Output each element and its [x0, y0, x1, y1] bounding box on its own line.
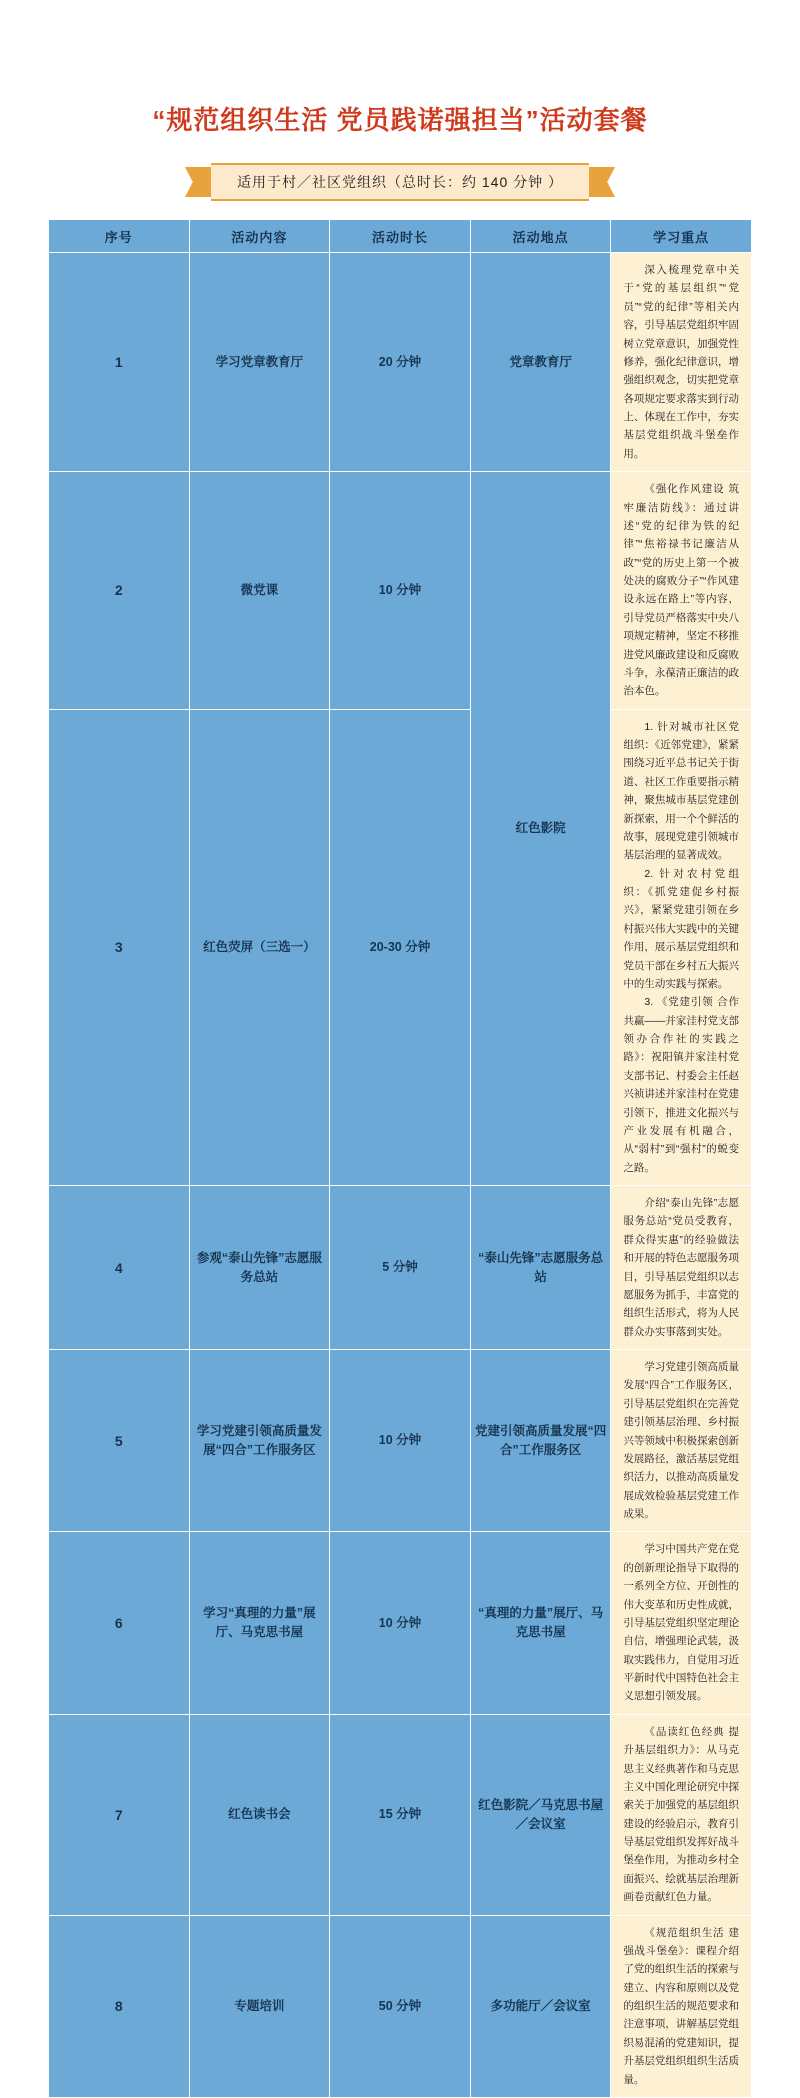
cell-activity: 微党课 [189, 472, 330, 710]
table-row [49, 472, 752, 710]
ribbon-tail-right-icon [589, 167, 615, 197]
header-activity: 活动内容 [189, 220, 330, 253]
cell-seq: 5 [49, 1350, 190, 1532]
header-location: 活动地点 [470, 220, 611, 253]
cell-duration: 50 分钟 [330, 1915, 471, 2097]
cell-duration: 20-30 分钟 [330, 709, 471, 1185]
cell-activity: 红色读书会 [189, 1714, 330, 1915]
document-page [0, 100, 800, 2086]
cell-duration: 10 分钟 [330, 472, 471, 710]
focus-paragraph: 《规范组织生活 建强战斗堡垒》：课程介绍了党的组织生活的探索与建立、内容和原则以及党的组织生活的规范要求和注意事项，讲解基层党组织易混淆的党建知识，提升基层党组织组织生活质量。 [623, 1926, 739, 2086]
cell-focus [611, 1186, 752, 1350]
cell-seq: 3 [49, 709, 190, 1185]
cell-activity: 红色荧屏（三选一） [189, 709, 330, 1185]
table-body [49, 253, 752, 2098]
cell-focus [611, 1915, 752, 2097]
cell-seq: 6 [49, 1532, 190, 1714]
focus-paragraph: 《品读红色经典 提升基层组织力》：从马克思主义经典著作和马克思主义中国化理论研究中探索关于加强党的基层组织建设的经验启示，教育引导基层党组织发挥好战斗堡垒作用，为推动乡村全面振兴、绘就基层治理新画卷贡献红色力量。 [623, 1725, 739, 1904]
cell-activity: 学习党章教育厅 [189, 253, 330, 472]
cell-activity: 学习党建引领高质量发展“四合”工作服务区 [189, 1350, 330, 1532]
cell-location: 红色影院／马克思书屋／会议室 [470, 1714, 611, 1915]
cell-seq: 1 [49, 253, 190, 472]
focus-paragraph: 学习党建引领高质量发展“四合”工作服务区，引导基层党组织在完善党建引领基层治理、乡村振兴等领域中积极探索创新发展路径，激活基层党组织活力，以推动高质量发展成效检验基层党建工作成果。 [623, 1361, 739, 1520]
cell-activity: 参观“泰山先锋”志愿服务总站 [189, 1186, 330, 1350]
cell-duration: 5 分钟 [330, 1186, 471, 1350]
cell-location: “泰山先锋”志愿服务总站 [470, 1186, 611, 1350]
cell-seq: 4 [49, 1186, 190, 1350]
header-focus: 学习重点 [611, 220, 752, 253]
cell-duration: 15 分钟 [330, 1714, 471, 1915]
table-header-row [49, 220, 752, 253]
focus-paragraph: 3. 《党建引领 合作共赢——并家洼村党支部领办合作社的实践之路》：祝阳镇并家洼村党支部书记、村委会主任赵兴祯讲述并家洼村在党建引领下，推进文化振兴与产业发展有机融合，从“弱村”到“强村”的蜕变之路。 [623, 996, 739, 1174]
page-title: “规范组织生活 党员践诺强担当”活动套餐 [152, 105, 648, 135]
ribbon-tail-left-icon [185, 167, 211, 197]
table-row [49, 1186, 752, 1350]
header-seq: 序号 [49, 220, 190, 253]
subtitle-text: 适用于村／社区党组织（总时长：约 140 分钟 ） [211, 163, 589, 201]
cell-duration: 10 分钟 [330, 1350, 471, 1532]
cell-location: 党建引领高质量发展“四合”工作服务区 [470, 1350, 611, 1532]
subtitle-ribbon [48, 163, 752, 201]
cell-focus [611, 472, 752, 710]
cell-activity: 专题培训 [189, 1915, 330, 2097]
cell-focus [611, 1350, 752, 1532]
cell-focus [611, 1714, 752, 1915]
cell-location: 多功能厅／会议室 [470, 1915, 611, 2097]
table-row [49, 1915, 752, 2097]
focus-paragraph: 深入梳理党章中关于“党的基层组织”“党员”“党的纪律”等相关内容，引导基层党组织牢固树立党章意识，加强党性修养，强化纪律意识，增强组织观念，切实把党章各项规定要求落实到行动上、体现在工作中，夯实基层党组织战斗堡垒作用。 [623, 264, 739, 460]
focus-paragraph: 1. 针对城市社区党组织：《近邻党建》，紧紧围绕习近平总书记关于街道、社区工作重要指示精神，聚焦城市基层党建创新探索，用一个个鲜活的故事，展现党建引领城市基层治理的显著成效。 [623, 720, 739, 862]
cell-location: 党章教育厅 [470, 253, 611, 472]
table-row [49, 253, 752, 472]
table-header [49, 220, 752, 253]
cell-location-merged: 红色影院 [470, 472, 611, 1186]
cell-duration: 20 分钟 [330, 253, 471, 472]
cell-duration: 10 分钟 [330, 1532, 471, 1714]
header-duration: 活动时长 [330, 220, 471, 253]
table-row [49, 1714, 752, 1915]
cell-location: “真理的力量”展厅、马克思书屋 [470, 1532, 611, 1714]
cell-seq: 8 [49, 1915, 190, 2097]
table-row [49, 709, 752, 1185]
activity-plan-table [48, 219, 752, 2098]
cell-focus [611, 253, 752, 472]
cell-activity: 学习“真理的力量”展厅、马克思书屋 [189, 1532, 330, 1714]
focus-paragraph: 学习中国共产党在党的创新理论指导下取得的一系列全方位、开创性的伟大变革和历史性成就，引导基层党组织坚定理论自信，增强理论武装，汲取实践伟力，自觉用习近平新时代中国特色社会主义思想引领发展。 [623, 1543, 739, 1703]
focus-paragraph: 介绍“泰山先锋”志愿服务总站“党员受教育，群众得实惠”的经验做法和开展的特色志愿服务项目，引导基层党组织以志愿服务为抓手，丰富党的组织生活形式，将为人民群众办实事落到实处。 [623, 1197, 739, 1338]
focus-paragraph: 2. 针对农村党组织：《抓党建促乡村振兴》，紧紧党建引领在乡村振兴伟大实践中的关键作用，展示基层党组织和党员干部在乡村五大振兴中的生动实践与探索。 [623, 867, 739, 990]
focus-paragraph: 《强化作风建设 筑牢廉洁防线》：通过讲述“党的纪律为铁的纪律”“焦裕禄书记廉洁从政”“党的历史上第一个被处决的腐败分子”“作风建设永远在路上”等内容，引导党员严格落实中央八项规定精神，坚定不移推进党风廉政建设和反腐败斗争，永葆清正廉洁的政治本色。 [623, 483, 739, 698]
table-row [49, 1532, 752, 1714]
cell-focus [611, 709, 752, 1185]
cell-seq: 2 [49, 472, 190, 710]
table-row [49, 1350, 752, 1532]
cell-focus [611, 1532, 752, 1714]
cell-seq: 7 [49, 1714, 190, 1915]
